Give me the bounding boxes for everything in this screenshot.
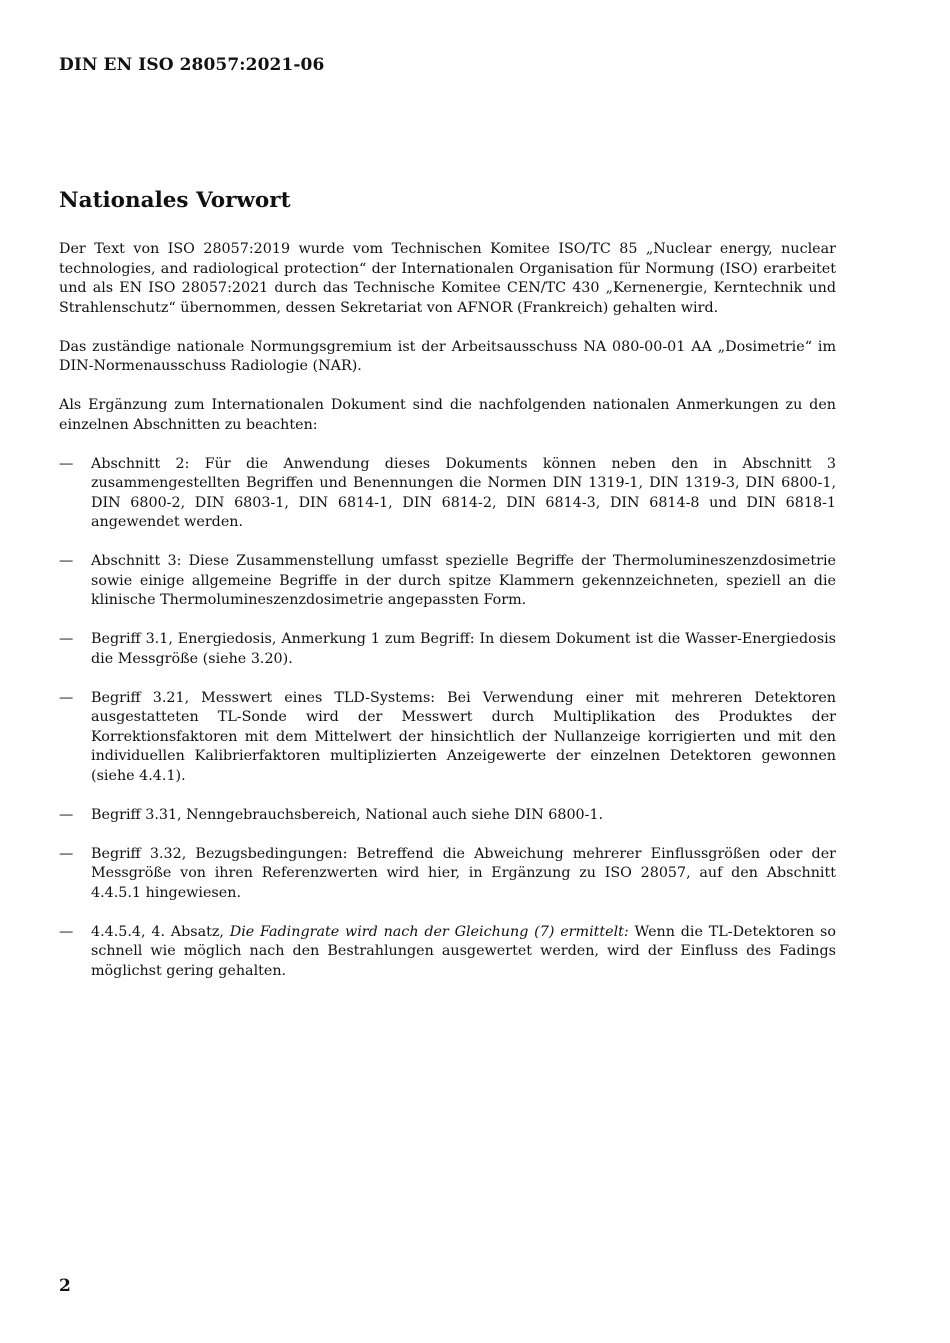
note-text: Abschnitt 2: Für die Anwendung dieses Dokuments können neben den in Abschnitt 3 zusammengestellten Begriffen und Benennungen die Normen DIN 1319-1, DIN 1319-3, DIN 6800-1, DIN 6800-2, DIN 6803-1, DIN 6814-1, DIN 6814-2, DIN 6814-3, DIN 6814-8 und DIN 6818-1 angewendet werden. (91, 455, 836, 530)
section-title: Nationales Vorwort (59, 188, 291, 213)
dash-bullet: — (59, 631, 74, 647)
list-item (59, 630, 836, 669)
dash-bullet: — (59, 806, 74, 823)
national-notes-list (59, 455, 836, 982)
list-item (59, 552, 836, 611)
list-item (59, 806, 836, 826)
list-item (59, 689, 836, 787)
dash-bullet: — (59, 845, 74, 862)
page-number: 2 (59, 1276, 71, 1296)
paragraph-origin: Der Text von ISO 28057:2019 wurde vom Technischen Komitee ISO/TC 85 „Nuclear energy, nuclear technologies, and radiological protection“ der Internationalen Organisation für Normung (ISO) erarbeitet und als EN ISO 28057:2021 durch das Technische Komitee CEN/TC 430 „Kernenergie, Kerntechnik und Strahlenschutz“ übernommen, dessen Sekretariat von AFNOR (Frankreich) gehalten wird. (59, 241, 836, 316)
list-item (59, 845, 836, 904)
note-text: Begriff 3.32, Bezugsbedingungen: Betreffend die Abweichung mehrerer Einflussgrößen oder der Messgröße von ihren Referenzwerten wird hier, in Ergänzung zu ISO 28057, auf den Abschnitt 4.4.5.1 hingewiesen. (91, 845, 836, 901)
list-item (59, 923, 836, 982)
note-text: Begriff 3.1, Energiedosis, Anmerkung 1 zum Begriff: In diesem Dokument ist die Wasser-Energiedosis die Messgröße (siehe 3.20). (91, 631, 836, 667)
body-text (59, 240, 836, 1001)
note-text (91, 924, 836, 979)
paragraph-committee: Das zuständige nationale Normungsgremium ist der Arbeitsausschuss NA 080-00-01 AA „Dosimetrie“ im DIN-Normenausschuss Radiologie (NAR). (59, 338, 836, 374)
note-text: Abschnitt 3: Diese Zusammenstellung umfasst spezielle Begriffe der Thermolumineszenzdosimetrie sowie einige allgemeine Begriffe in der durch spitze Klammern gekennzeichneten, speziell an die klinische Thermolumineszenzdosimetrie angepassten Form. (91, 553, 836, 608)
dash-bullet: — (59, 553, 74, 569)
note-text: Begriff 3.31, Nenngebrauchsbereich, National auch siehe DIN 6800-1. (91, 806, 604, 823)
note-suffix: Wenn die TL-Detektoren so schnell wie möglich nach den Bestrahlungen ausgewertet werden, wird der Einfluss des Fadings möglichst gering gehalten. (91, 923, 836, 979)
dash-bullet: — (59, 923, 74, 940)
note-prefix: 4.4.5.4, 4. Absatz, (91, 923, 230, 940)
list-item (59, 455, 836, 533)
paragraph-notes-intro: Als Ergänzung zum Internationalen Dokument sind die nachfolgenden nationalen Anmerkungen zu den einzelnen Abschnitten zu beachten: (59, 397, 836, 433)
dash-bullet: — (59, 455, 74, 472)
document-id-header: DIN EN ISO 28057:2021-06 (59, 55, 325, 75)
dash-bullet: — (59, 689, 74, 706)
note-text: Begriff 3.21, Messwert eines TLD-Systems: Bei Verwendung einer mit mehreren Detektoren ausgestatteten TL-Sonde wird der Messwert durch Multiplikation des Produktes der Korrektionsfaktoren mit dem Mittelwert der hinsichtlich der Nullanzeige korrigierten und mit den individuellen Kalibrierfaktoren multiplizierten Anzeigewerte der einzelnen Detektoren gewonnen (siehe 4.4.1). (91, 689, 836, 784)
note-emphasis: Die Fadingrate wird nach der Gleichung (7) ermittelt: (229, 923, 629, 940)
